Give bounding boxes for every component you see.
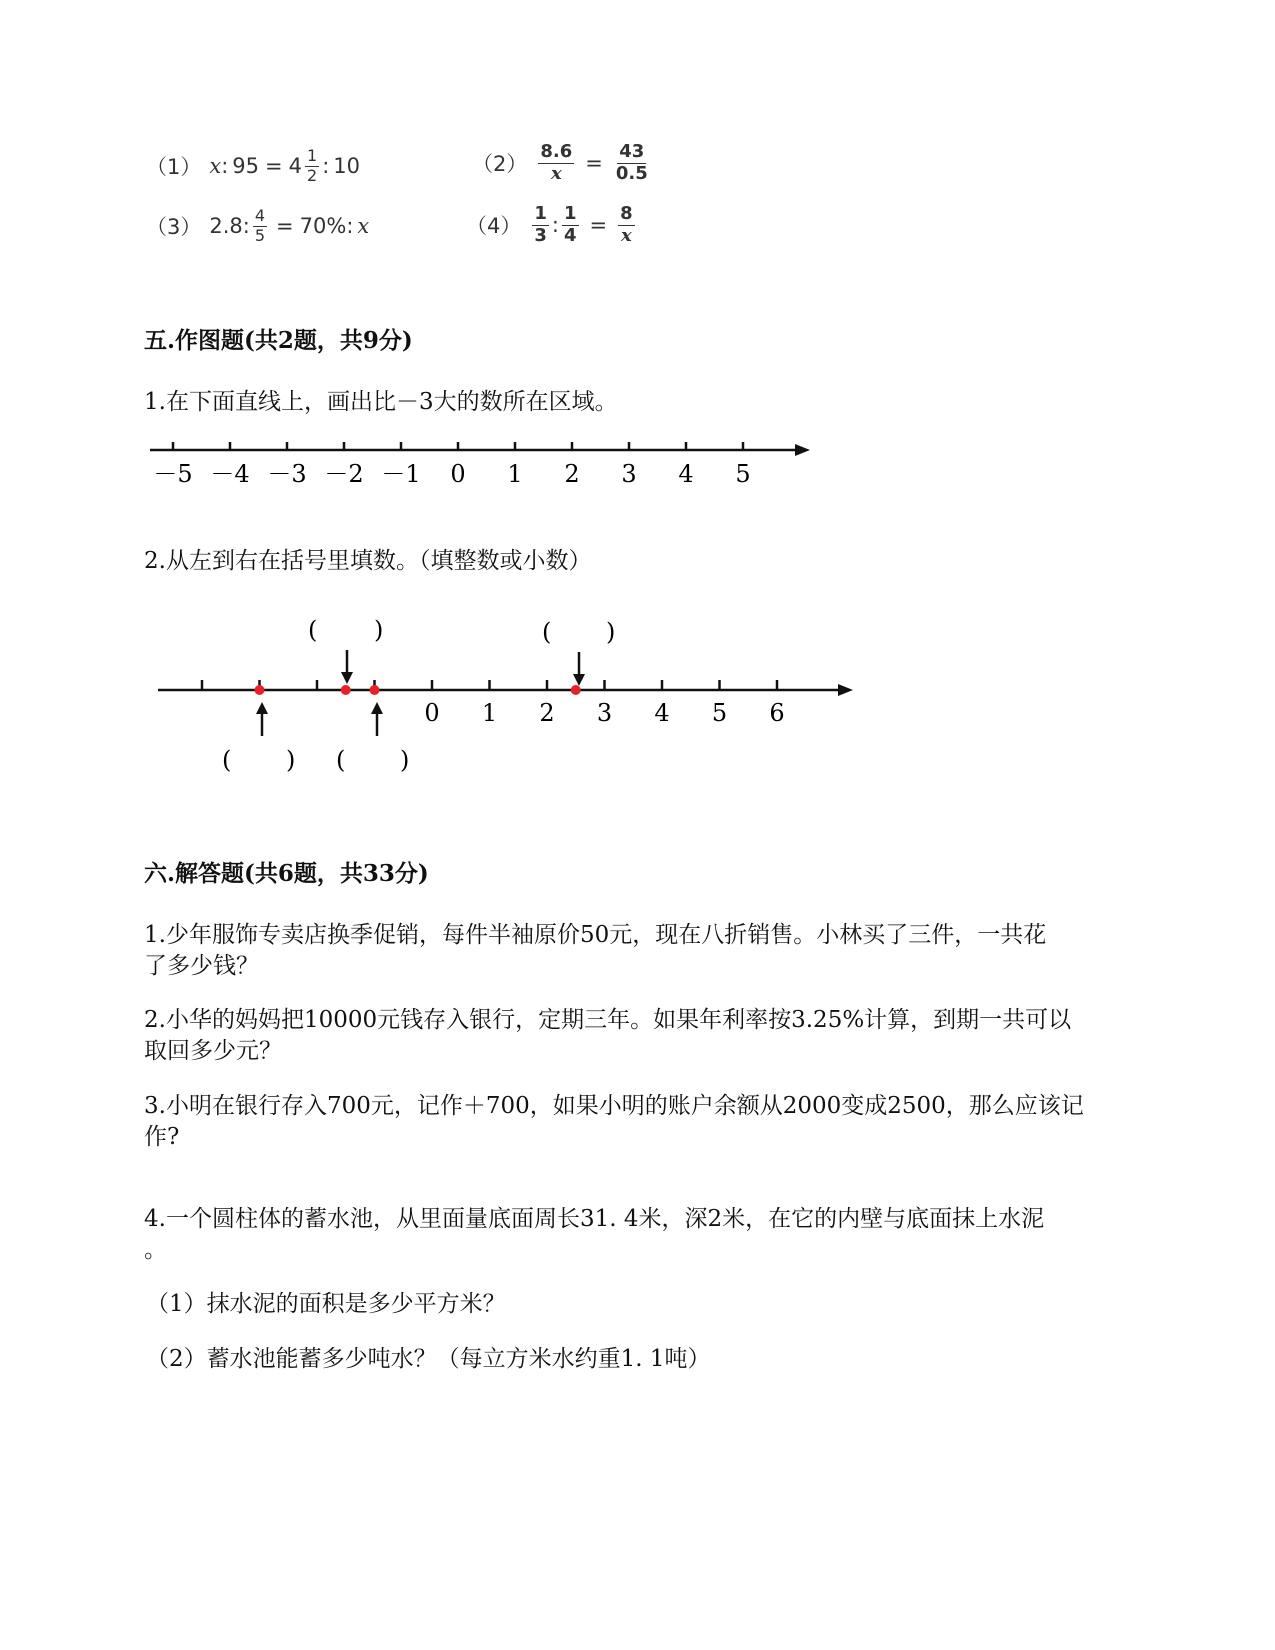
- equals: =: [589, 213, 608, 238]
- up-arrow-icon: [256, 702, 268, 736]
- tick-label: 5: [735, 460, 751, 488]
- equation-4: [466, 205, 638, 246]
- up-arrow-icon: [371, 702, 383, 736]
- marked-point: [341, 685, 351, 695]
- colon: :: [346, 214, 354, 239]
- question-6-2-line-2: 取回多少元？: [144, 1038, 282, 1064]
- equation-label: （1）: [146, 155, 202, 180]
- equals: =: [276, 214, 294, 239]
- tick-label: 4: [654, 699, 670, 727]
- denominator: 5: [254, 225, 266, 245]
- percent: 70%: [299, 214, 347, 239]
- denominator: 2: [307, 165, 318, 185]
- tick-label: 2: [539, 699, 555, 727]
- blank-close-paren: ): [606, 618, 616, 646]
- marked-point: [255, 685, 265, 695]
- tick-label-group: [424, 699, 784, 727]
- tick-label: 2: [564, 460, 580, 488]
- down-arrow-icon: [341, 650, 353, 684]
- numerator: 4: [254, 206, 266, 225]
- tick-label: －3: [267, 460, 307, 488]
- variable: x: [357, 214, 370, 239]
- blank-open-paren: (: [222, 746, 232, 774]
- fraction: [538, 143, 574, 184]
- tick-label: 0: [424, 699, 440, 727]
- colon: :: [322, 154, 330, 179]
- marked-point: [370, 685, 380, 695]
- whole-number: 4: [288, 154, 303, 179]
- blank-open-paren: (: [308, 616, 318, 644]
- tick-label: －4: [210, 460, 250, 488]
- fraction: [532, 205, 549, 246]
- question-6-3-line-2: 作?: [144, 1124, 180, 1150]
- fraction: [618, 205, 635, 246]
- term: 2.8: [209, 214, 243, 239]
- tick-label: 1: [481, 699, 498, 727]
- numerator: 1: [307, 146, 318, 165]
- tick-label: 4: [678, 460, 694, 488]
- question-5-1: 1.在下面直线上，画出比－3大的数所在区域。: [144, 389, 618, 415]
- numerator: 1: [534, 203, 547, 224]
- question-6-2-line-1: 2.小华的妈妈把10000元钱存入银行，定期三年。如果年利率按3.25%计算，到期一共可以: [144, 1007, 1072, 1033]
- section-5-heading: 五.作图题(共2题，共9分): [144, 327, 413, 354]
- denominator: x: [621, 224, 632, 246]
- tick-label: 3: [596, 699, 613, 727]
- numerator: 8.6: [540, 141, 573, 162]
- numerator: 8: [620, 203, 633, 224]
- numerator: 43: [619, 141, 645, 162]
- colon: :: [221, 154, 229, 179]
- equation-2: [472, 143, 653, 184]
- blank-close-paren: ): [400, 746, 410, 774]
- number-line-1[interactable]: [140, 430, 830, 500]
- question-6-4-line-2: 。: [144, 1237, 167, 1263]
- denominator: x: [550, 162, 562, 184]
- blank-open-paren: (: [336, 746, 346, 774]
- tick-label: －5: [153, 460, 193, 488]
- arrow-head-icon: [795, 444, 810, 456]
- arrow-head-icon: [838, 684, 853, 696]
- tick-label: －1: [381, 460, 421, 488]
- equals: =: [265, 154, 283, 179]
- term: 10: [333, 154, 361, 179]
- number-line-2[interactable]: [150, 610, 870, 780]
- section-6-heading: 六.解答题(共6题，共33分): [144, 860, 429, 887]
- fraction: [614, 143, 650, 184]
- question-5-2: 2.从左到右在括号里填数。（填整数或小数）: [144, 548, 592, 574]
- blank-close-paren: ): [286, 746, 296, 774]
- tick-label: －2: [324, 460, 364, 488]
- colon: :: [242, 214, 250, 239]
- equation-label: （2）: [472, 152, 528, 177]
- denominator: 4: [563, 224, 577, 246]
- equation-3: [146, 208, 369, 245]
- term: 95: [232, 154, 260, 179]
- question-6-1-line-1: 1.少年服饰专卖店换季促销，每件半袖原价50元，现在八折销售。小林买了三件，一共花: [144, 922, 1047, 948]
- fraction: [305, 148, 319, 185]
- equation-label: （4）: [466, 214, 522, 239]
- question-6-4-sub-1: （1）抹水泥的面积是多少平方米？: [146, 1291, 506, 1317]
- tick-label: 3: [621, 460, 637, 488]
- blank-close-paren: ): [374, 616, 384, 644]
- tick-label-group: [153, 460, 750, 488]
- tick-group: [202, 680, 777, 690]
- question-6-4-sub-2: （2）蓄水池能蓄多少吨水？（每立方米水约重1. 1吨）: [146, 1346, 711, 1372]
- fraction: [253, 208, 267, 245]
- tick-label: 1: [507, 460, 523, 488]
- equation-label: （3）: [146, 215, 202, 240]
- question-6-3-line-1: 3.小明在银行存入700元，记作＋700，如果小明的账户余额从2000变成2500，那么应该记: [144, 1093, 1084, 1119]
- denominator: 0.5: [615, 162, 648, 184]
- tick-label: 0: [450, 460, 466, 488]
- fraction: [562, 205, 579, 246]
- down-arrow-icon: [573, 652, 585, 686]
- equation-1: [146, 148, 360, 185]
- variable: x: [209, 154, 222, 179]
- numerator: 1: [563, 203, 577, 224]
- colon: :: [551, 213, 559, 238]
- marked-point: [571, 685, 581, 695]
- blank-open-paren: (: [542, 618, 552, 646]
- question-6-4-line-1: 4.一个圆柱体的蓄水池，从里面量底面周长31. 4米，深2米，在它的内壁与底面抹上水泥: [144, 1206, 1045, 1232]
- equals: =: [585, 151, 603, 176]
- tick-label: 5: [711, 699, 728, 727]
- denominator: 3: [534, 224, 547, 246]
- tick-label: 6: [769, 699, 785, 727]
- question-6-1-line-2: 了多少钱？: [144, 953, 259, 979]
